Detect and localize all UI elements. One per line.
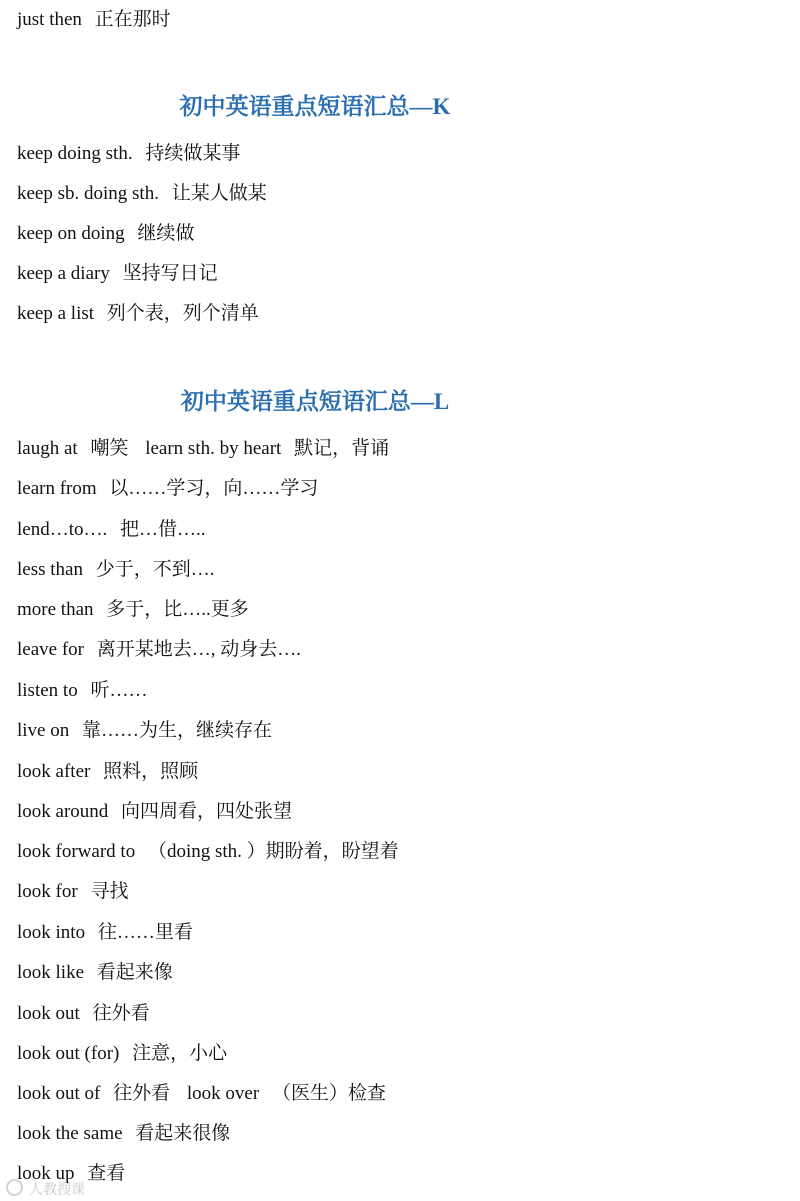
phrase-zh: 寻找 [90,881,129,902]
phrase-line [17,598,249,622]
phrase-line [17,638,301,662]
phrase-line [17,142,240,166]
section-heading-k: 初中英语重点短语汇总—K [179,94,451,119]
phrase-en: laugh at [17,438,78,459]
phrase-line [17,800,292,824]
phrase-en: learn from [17,478,97,499]
phrase-en: listen to [17,680,78,701]
phrase-line [17,558,214,582]
phrase-zh: 查看 [87,1163,126,1184]
phrase-zh: 靠……为生，继续存在 [82,720,273,741]
phrase-en: look out of [17,1083,101,1104]
phrase-zh: 注意，小心 [132,1043,228,1064]
phrase-en: look around [17,801,109,822]
phrase-en: keep a list [17,303,95,324]
phrase-zh: 以……学习，向……学习 [109,478,319,499]
phrase-en: look after [17,761,91,782]
phrase-line [17,1002,150,1026]
watermark [6,1179,85,1199]
phrase-zh: 往……里看 [97,922,193,943]
phrase-line [17,437,389,461]
phrase-line [17,477,318,501]
phrase-zh: 向四周看，四处张望 [121,801,293,822]
phrase-zh: 让某人做某 [171,183,267,204]
phrase-zh-secondary: 默记，背诵 [294,438,390,459]
phrase-zh: 嘲笑 [90,438,129,459]
phrase-zh: 持续做某事 [145,143,241,164]
watermark-text: 人教搜课 [29,1182,85,1198]
phrase-zh: 听…… [90,680,148,701]
watermark-logo-icon [6,1179,23,1196]
phrase-en-secondary: learn sth. by heart [145,438,282,459]
section-heading-l: 初中英语重点短语汇总—L [180,389,450,414]
phrase-line [17,961,173,985]
phrase-en: look for [17,881,78,902]
phrase-en: keep doing sth. [17,143,133,164]
phrase-zh: 坚持写日记 [122,263,218,284]
phrase-line [17,719,272,743]
phrase-en: look out [17,1003,80,1024]
phrase-en: just then [17,9,82,30]
phrase-line [17,880,128,904]
phrase-line [17,302,259,326]
phrase-zh: 照料，照顾 [103,761,199,782]
phrase-en: leave for [17,639,84,660]
phrase-en: keep a diary [17,263,110,284]
phrase-zh: 往外看 [113,1083,171,1104]
phrase-line [17,1082,386,1106]
phrase-zh-secondary: （医生）检查 [271,1083,386,1104]
phrase-en: more than [17,599,94,620]
phrase-en: look out (for) [17,1043,120,1064]
phrase-en: less than [17,559,83,580]
phrase-zh: 少于，不到…. [95,559,215,580]
phrase-line [17,760,198,784]
phrase-en: look into [17,922,86,943]
phrase-zh: 看起来很像 [135,1123,231,1144]
phrase-en: look up [17,1163,75,1184]
phrase-line [17,182,267,206]
phrase-en: lend…to…. [17,519,108,540]
phrase-en: live on [17,720,70,741]
phrase-line [17,222,194,246]
phrase-en: look like [17,962,85,983]
phrase-en: look the same [17,1123,123,1144]
phrase-line [17,262,218,286]
phrase-line [17,921,193,945]
phrase-en-secondary: look over [186,1083,260,1104]
phrase-line-just-then [17,8,171,32]
phrase-line [17,518,206,542]
phrase-en: keep sb. doing sth. [17,183,159,204]
phrase-zh: 往外看 [92,1003,150,1024]
phrase-zh: 多于，比…..更多 [106,599,249,620]
phrase-zh: 离开某地去…, 动身去…. [96,639,301,660]
phrase-zh: 看起来像 [96,962,173,983]
phrase-line [17,679,147,703]
phrase-zh: 正在那时 [94,9,171,30]
phrase-zh: 把…借….. [120,519,206,540]
phrase-zh: 列个表，列个清单 [106,303,259,324]
phrase-line [17,1042,227,1066]
phrase-line [17,1122,230,1146]
phrase-zh: 继续做 [137,223,195,244]
phrase-zh: （doing sth. ）期盼着，盼望着 [147,841,399,862]
phrase-line [17,840,399,864]
phrase-en: look forward to [17,841,136,862]
phrase-en: keep on doing [17,223,125,244]
